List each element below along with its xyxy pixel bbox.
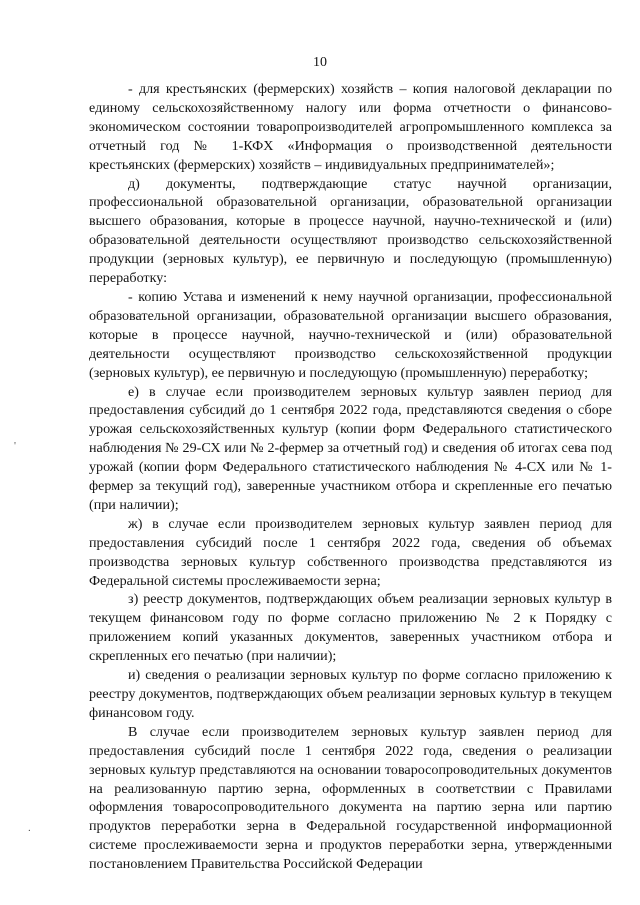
paragraph-charter-copy: - копию Устава и изменений к нему научной организации, профессиональной образовательной организации, образовательной организации высшего образования, которые в процессе научной, научно-технической и (или) образовательной деятельности осуществляют производство сельскохозяйственной продукции (зерновых культур), ее первичную и последующую (промышленную) переработку; (89, 288, 612, 381)
scan-speck: . (28, 822, 31, 834)
page-number: 10 (313, 55, 327, 70)
paragraph-zh-production-volumes: ж) в случае если производителем зерновых культур заявлен период для предоставления субсидий после 1 сентября 2022 года, сведения об объемах производства зерновых культур собственного производства представляются из Федеральной системы прослеживаемости зерна; (89, 515, 612, 589)
paragraph-e-harvest-data: е) в случае если производителем зерновых культур заявлен период для предоставления субсидий до 1 сентября 2022 года, представляются сведения о сборе урожая сельскохозяйственных культур (копии форм Федерального статистического наблюдения № 29-СХ или № 2-фермер за отчетный год) и сведения об итогах сева под урожай (копии форм Федерального статистического наблюдения № 4-СХ или № 1-фермер за текущий год), заверенные участником отбора и скрепленные его печатью (при наличии); (89, 383, 612, 513)
scan-speck: ' (14, 440, 16, 452)
paragraph-z-document-registry: з) реестр документов, подтверждающих объем реализации зерновых культур в текущем финансовом году по форме согласно приложению № 2 к Порядку с приложением копий указанных документов, заверенных участником отбора и скрепленных его печатью (при наличии); (89, 591, 612, 665)
paragraph-sales-data-after-sept: В случае если производителем зерновых культур заявлен период для предоставления субсидий после 1 сентября 2022 года, сведения о реализации зерновых культур представляются на основании товаросопроводительных документов на реализованную партию зерна, оформленных в соответствии с Правилами оформления товаросопроводительного документа на партию зерна или партию продуктов переработки зерна в Федеральной государственной информационной системе прослеживаемости зерна и продуктов переработки зерна, утвержденными постановлением Правительства Российской Федерации (89, 723, 612, 873)
paragraph-d-status-documents: д) документы, подтверждающие статус научной организации, профессиональной образовательной организации, образовательной организации высшего образования, которые в процессе научной, научно-технической и (или) образовательной деятельности осуществляют производство сельскохозяйственной продукции (зерновых культур), ее первичную и последующую (промышленную) переработку: (89, 175, 612, 287)
document-body (89, 80, 612, 874)
paragraph-tax-declaration: - для крестьянских (фермерских) хозяйств – копия налоговой декларации по единому сельскохозяйственному налогу или форма отчетности о финансово-экономическом состоянии товаропроизводителей агропромышленного комплекса за отчетный год № 1-КФХ «Информация о производственной деятельности крестьянских (фермерских) хозяйств – индивидуальных предпринимателей»; (89, 81, 612, 173)
paragraph-i-sales-info: и) сведения о реализации зерновых культур по форме согласно приложению к реестру документов, подтверждающих объем реализации зерновых культур в текущем финансовом году. (89, 667, 612, 721)
